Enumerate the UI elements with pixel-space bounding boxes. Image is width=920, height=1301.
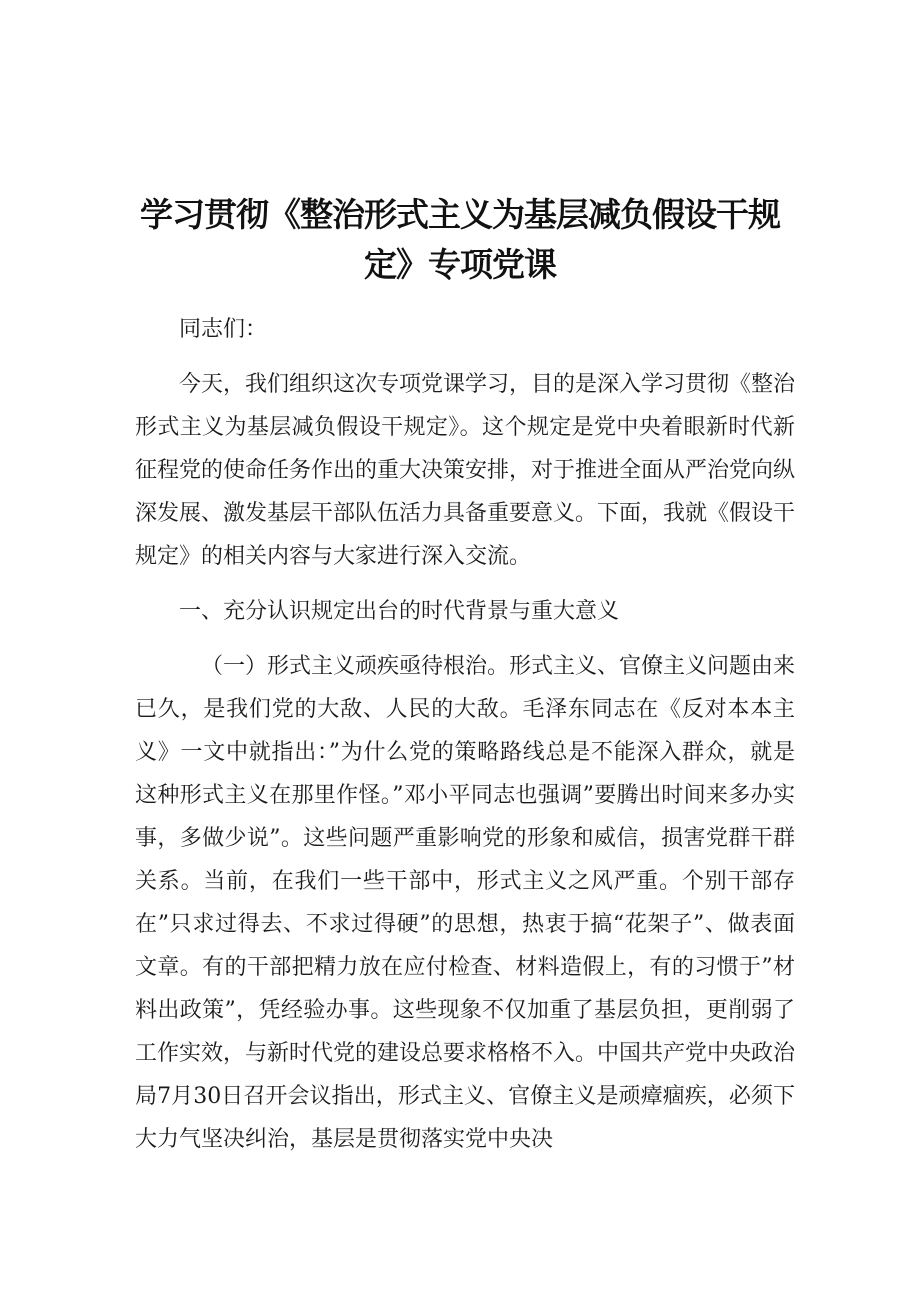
subsection-paragraph: （一）形式主义顽疾亟待根治。形式主义、官僚主义问题由来已久，是我们党的大敌、人民的大敌。毛泽东同志在《反对本本主义》一文中就指出：”为什么党的策略路线总是不能深入群众，就是这种形式主义在那里作怪。”邓小平同志也强调”要腾出时间来多办实事，多做少说”。这些问题严重影响党的形象和威信，损害党群干群关系。当前，在我们一些干部中，形式主义之风严重。个别干部存在”只求过得去、不求过得硬”的思想，热衷于搞“花架子”、做表面文章。有的干部把精力放在应付检查、材料造假上，有的习惯于”材料出政策”，凭经验办事。这些现象不仅加重了基层负担，更削弱了工作实效，与新时代党的建设总要求格格不入。中国共产党中央政治局7月30日召开会议指出，形式主义、官僚主义是顽瘴痼疾，必须下大力气坚决纠治，基层是贯彻落实党中央决 xyxy=(135,654,796,1152)
salutation: 同志们： xyxy=(179,317,268,342)
document-title: 学习贯彻《整治形式主义为基层减负假设干规定》专项党课 xyxy=(140,195,780,284)
section-heading: 一、充分认识规定出台的时代背景与重大意义 xyxy=(179,599,620,624)
document-body xyxy=(135,308,795,1173)
intro-paragraph: 今天，我们组织这次专项党课学习，目的是深入学习贯彻《整治形式主义为基层减负假设干规定》。这个规定是党中央着眼新时代新征程党的使命任务作出的重大决策安排，对于推进全面从严治党向纵深发展、激发基层干部队伍活力具备重要意义。下面，我就《假设干规定》的相关内容与大家进行深入交流。 xyxy=(135,372,796,569)
